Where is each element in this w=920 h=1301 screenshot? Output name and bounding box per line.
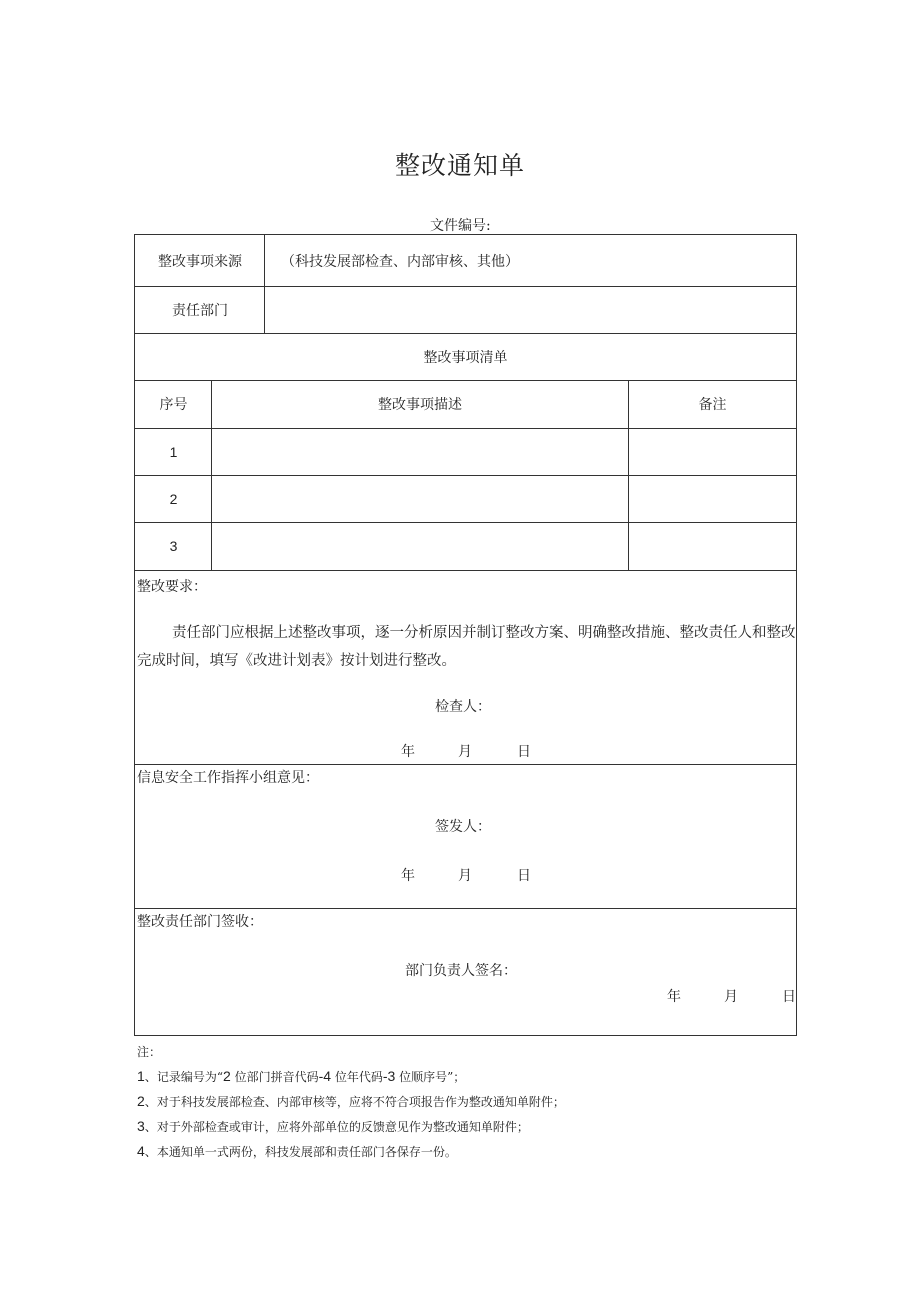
source-value[interactable]: （科技发展部检查、内部审核、其他） [281, 253, 519, 270]
inspector-label: 检查人： [435, 699, 491, 715]
date-day: 日 [517, 868, 531, 884]
list-header: 整改事项清单 [423, 349, 508, 366]
date-year: 年 [401, 744, 415, 760]
row-divider [135, 570, 796, 571]
dept-field[interactable] [265, 286, 796, 333]
remarks-cell[interactable] [629, 428, 796, 475]
row-divider [135, 764, 796, 765]
receipt-heading: 整改责任部门签收： [137, 914, 263, 930]
security-opinion-heading: 信息安全工作指挥小组意见： [137, 770, 319, 786]
document-title: 整改通知单 [394, 151, 525, 180]
dept-label: 责任部门 [172, 302, 228, 319]
requirement-paragraph: 责任部门应根据上述整改事项，逐一分析原因并制订整改方案、明确整改措施、整改责任人和整改完成时间，填写《改进计划表》按计划进行整改。 [137, 625, 796, 669]
description-cell[interactable] [212, 475, 628, 522]
column-header-description: 整改事项描述 [378, 397, 462, 413]
notes-section [137, 1040, 565, 1164]
column-header-index: 序号 [159, 397, 188, 413]
description-cell[interactable] [212, 428, 628, 475]
row-number: 3 [169, 538, 178, 554]
date-month: 月 [724, 989, 738, 1005]
note-item: 2、对于科技发展部检查、内部审核等，应将不符合项报告作为整改通知单附件； [137, 1093, 565, 1109]
description-cell[interactable] [212, 522, 628, 570]
requirement-heading: 整改要求： [137, 579, 207, 595]
date-month: 月 [458, 868, 472, 884]
note-item: 3、对于外部检查或审计，应将外部单位的反馈意见作为整改通知单附件； [137, 1118, 529, 1134]
row-divider [135, 908, 796, 909]
date-day: 日 [517, 744, 531, 760]
file-number-label: 文件编号: [430, 218, 491, 234]
note-item: 4、本通知单一式两份，科技发展部和责任部门各保存一份。 [137, 1143, 457, 1159]
head-signature-label: 部门负责人签名： [405, 963, 517, 979]
notes-label: 注： [137, 1045, 162, 1059]
notice-form [134, 234, 797, 1036]
row-number: 1 [169, 443, 178, 460]
date-day: 日 [782, 989, 796, 1005]
remarks-cell[interactable] [629, 475, 796, 522]
remarks-cell[interactable] [629, 522, 796, 570]
row-number: 2 [169, 490, 178, 507]
signer-label: 签发人： [435, 819, 491, 835]
column-header-remarks: 备注 [698, 397, 727, 413]
date-year: 年 [401, 868, 415, 884]
source-label: 整改事项来源 [158, 253, 242, 270]
date-year: 年 [667, 989, 681, 1005]
note-item: 1、记录编号为“2 位部门拼音代码-4 位年代码-3 位顺序号”； [137, 1068, 466, 1084]
date-month: 月 [458, 744, 472, 760]
